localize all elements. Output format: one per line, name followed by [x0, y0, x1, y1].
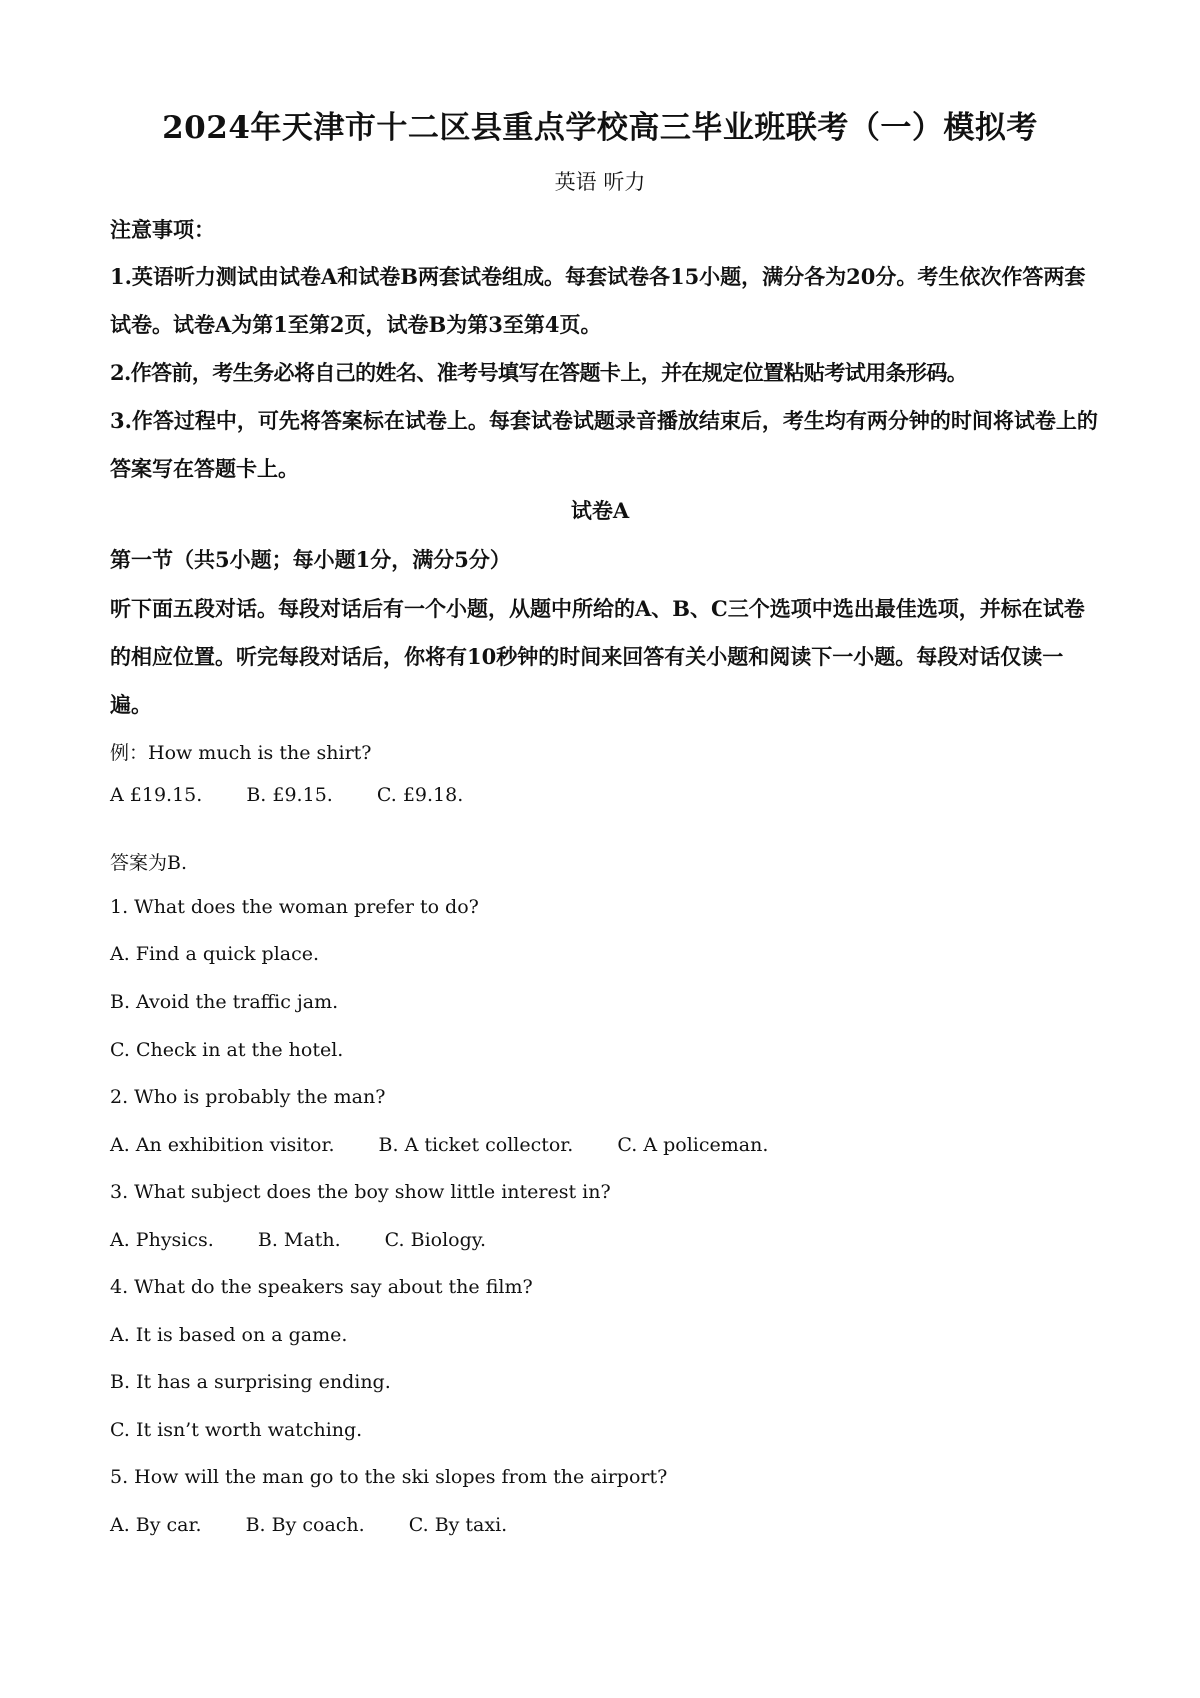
example-option-b: B. £9.15.: [246, 784, 333, 806]
question-2-option-c: C. A policeman.: [617, 1134, 769, 1156]
question-5-option-a: A. By car.: [110, 1514, 202, 1536]
question-1-stem: 1. What does the woman prefer to do?: [110, 896, 479, 918]
example-answer: 答案为B.: [110, 852, 188, 874]
notice-heading: 注意事项：: [110, 217, 215, 242]
question-4-option-a: A. It is based on a game.: [110, 1324, 348, 1346]
question-3-stem: 3. What subject does the boy show little interest in?: [110, 1181, 611, 1203]
notice-item-3: 3.作答过程中，可先将答案标在试卷上。每套试卷试题录音播放结束后，考生均有两分钟的时间将试卷上的答案写在答题卡上。: [110, 408, 1098, 481]
question-1-option-c: C. Check in at the hotel.: [110, 1039, 344, 1061]
paper-name: 试卷A: [570, 498, 630, 523]
question-5-stem: 5. How will the man go to the ski slopes from the airport?: [110, 1466, 668, 1488]
question-4-option-b: B. It has a surprising ending.: [110, 1371, 391, 1393]
example-option-c: C. £9.18.: [376, 784, 464, 806]
notice-item-2: 2.作答前，考生务必将自己的姓名、准考号填写在答题卡上，并在规定位置粘贴考试用条形码。: [110, 360, 968, 385]
question-4-stem: 4. What do the speakers say about the film?: [110, 1276, 533, 1298]
question-5-options: [110, 1514, 507, 1536]
notice-item-1: 1.英语听力测试由试卷A和试卷B两套试卷组成。每套试卷各15小题，满分各为20分。考生依次作答两套试卷。试卷A为第1至第2页，试卷B为第3至第4页。: [110, 264, 1086, 337]
exam-title: 2024年天津市十二区县重点学校高三毕业班联考（一）模拟考: [162, 110, 1038, 146]
question-3-option-a: A. Physics.: [110, 1229, 214, 1251]
question-5-option-c: C. By taxi.: [408, 1514, 508, 1536]
example-question: 例：How much is the shirt?: [110, 742, 372, 764]
example-options: [110, 784, 463, 806]
question-1-option-b: B. Avoid the traffic jam.: [110, 991, 339, 1013]
question-4-option-c: C. It isn’t worth watching.: [110, 1419, 363, 1441]
part1-heading: 第一节（共5小题；每小题1分，满分5分）: [110, 547, 511, 572]
question-2-option-a: A. An exhibition visitor.: [110, 1134, 335, 1156]
question-3-option-b: B. Math.: [257, 1229, 341, 1251]
question-2-stem: 2. Who is probably the man?: [110, 1086, 386, 1108]
part1-instructions: 听下面五段对话。每段对话后有一个小题，从题中所给的A、B、C三个选项中选出最佳选项，并标在试卷的相应位置。听完每段对话后，你将有10秒钟的时间来回答有关小题和阅读下一小题。每段对话仅读一遍。: [110, 596, 1085, 717]
exam-subtitle: 英语 听力: [554, 170, 646, 194]
question-5-option-b: B. By coach.: [245, 1514, 365, 1536]
question-3-option-c: C. Biology.: [384, 1229, 487, 1251]
question-2-option-b: B. A ticket collector.: [378, 1134, 574, 1156]
example-option-a: A £19.15.: [110, 784, 203, 806]
question-3-options: [110, 1229, 486, 1251]
question-1-option-a: A. Find a quick place.: [110, 943, 320, 965]
question-2-options: [110, 1134, 768, 1156]
